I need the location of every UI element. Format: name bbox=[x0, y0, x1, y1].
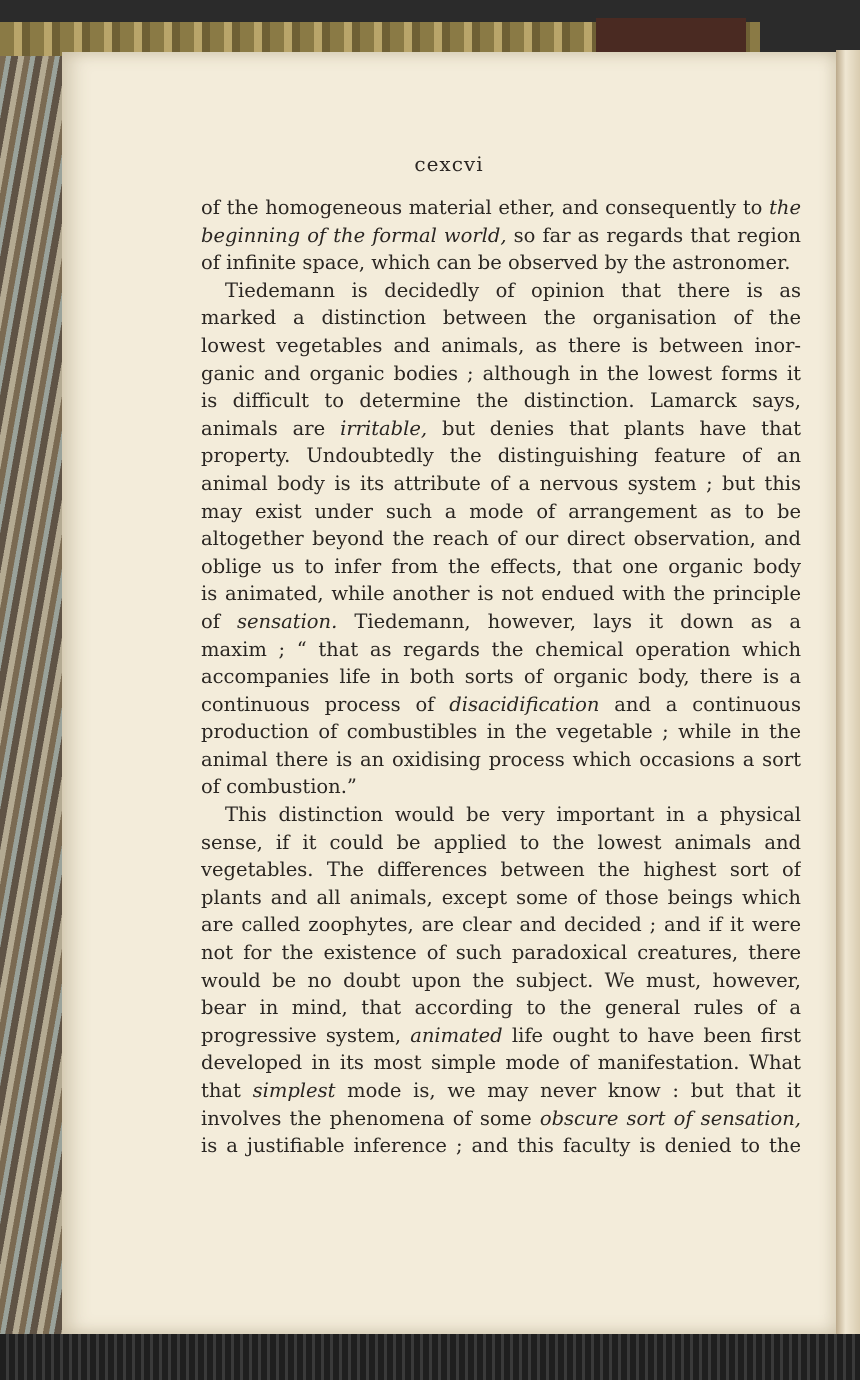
text-segment: so far as regards that region bbox=[506, 223, 801, 247]
text-segment: Tiedemann, however, lays it down as a bbox=[337, 609, 801, 633]
text-line bbox=[201, 856, 801, 884]
text-segment: altogether beyond the reach of our direct observation, and bbox=[201, 527, 801, 551]
text-line bbox=[201, 746, 801, 774]
text-segment: plants and all animals, except some of those beings which bbox=[201, 885, 801, 909]
text-segment: oblige us to infer from the effects, that one organic body bbox=[201, 554, 801, 578]
text-segment: This distinction would be very important in a physical bbox=[225, 803, 801, 827]
text-line bbox=[201, 222, 801, 250]
text-segment: of infinite space, which can be observed by the astronomer. bbox=[201, 251, 791, 275]
text-segment: progressive system, bbox=[201, 1023, 411, 1047]
text-segment: animal body is its attribute of a nervous system ; but this bbox=[201, 471, 801, 495]
italic-text: irritable, bbox=[340, 416, 428, 440]
book-bottom-edge bbox=[0, 1334, 860, 1380]
text-line bbox=[201, 360, 801, 388]
text-segment: marked a distinction between the organisation of the bbox=[201, 306, 801, 330]
text-line bbox=[201, 939, 801, 967]
text-line bbox=[201, 277, 801, 305]
text-segment: that bbox=[201, 1079, 253, 1102]
text-segment: not for the existence of such paradoxical creatures, there bbox=[201, 941, 801, 965]
text-line bbox=[201, 304, 801, 332]
text-line bbox=[201, 801, 801, 829]
text-segment: may exist under such a mode of arrangement as to be bbox=[201, 499, 801, 523]
text-line bbox=[201, 829, 801, 857]
text-line bbox=[201, 1077, 801, 1105]
text-line bbox=[201, 194, 801, 222]
text-segment: accompanies life in both sorts of organic body, there is a bbox=[201, 665, 801, 689]
text-line bbox=[201, 525, 801, 553]
italic-text: sensation. bbox=[237, 609, 338, 633]
italic-text: simplest bbox=[252, 1079, 336, 1102]
text-line bbox=[201, 415, 801, 443]
book-page bbox=[62, 52, 836, 1334]
italic-text: beginning of the formal world, bbox=[201, 223, 507, 247]
text-segment: continuous process of bbox=[201, 692, 450, 716]
text-segment: maxim ; “ that as regards the chemical operation which bbox=[201, 637, 801, 661]
italic-text: obscure sort of sensation, bbox=[539, 1106, 801, 1130]
text-line bbox=[201, 553, 801, 581]
text-segment: animals are bbox=[201, 416, 341, 440]
text-segment: involves the phenomena of some bbox=[201, 1106, 540, 1130]
text-segment: property. Undoubtedly the distinguishing feature of an bbox=[201, 444, 801, 468]
text-line bbox=[201, 967, 801, 995]
text-segment: is animated, while another is not endued with the principle bbox=[201, 582, 801, 606]
text-segment: are called zoophytes, are clear and decided ; and if it were bbox=[201, 913, 801, 937]
text-segment: animal there is an oxidising process which occasions a sort bbox=[201, 747, 801, 771]
text-line bbox=[201, 249, 801, 277]
text-segment: life ought to have been first bbox=[502, 1023, 801, 1047]
italic-text: animated bbox=[410, 1023, 503, 1047]
text-line bbox=[201, 332, 801, 360]
text-line bbox=[201, 911, 801, 939]
text-line bbox=[201, 663, 801, 691]
text-line bbox=[201, 884, 801, 912]
body-text bbox=[201, 194, 801, 1160]
text-segment: of the homogeneous material ether, and consequently to bbox=[201, 196, 770, 219]
text-line bbox=[201, 498, 801, 526]
page-number: cexcvi bbox=[414, 152, 484, 176]
text-line bbox=[201, 470, 801, 498]
text-line bbox=[201, 691, 801, 719]
marbled-page-edge bbox=[0, 56, 62, 1336]
text-segment: bear in mind, that according to the general rules of a bbox=[201, 996, 801, 1020]
text-line bbox=[201, 1049, 801, 1077]
text-segment: would be no doubt upon the subject. We must, however, bbox=[201, 968, 801, 992]
text-line bbox=[201, 994, 801, 1022]
text-segment: developed in its most simple mode of manifestation. What bbox=[201, 1051, 801, 1075]
text-segment: Tiedemann is decidedly of opinion that there is as bbox=[225, 278, 801, 302]
text-line bbox=[201, 1105, 801, 1133]
text-segment: and a continuous bbox=[599, 692, 801, 716]
text-segment: ganic and organic bodies ; although in the lowest forms it bbox=[201, 361, 801, 385]
text-line bbox=[201, 718, 801, 746]
text-segment: of combustion.” bbox=[201, 775, 357, 799]
text-line bbox=[201, 1022, 801, 1050]
text-segment: of bbox=[201, 609, 237, 633]
text-line bbox=[201, 387, 801, 415]
italic-text: disacidification bbox=[449, 692, 600, 716]
text-segment: production of combustibles in the vegetable ; while in the bbox=[201, 720, 801, 744]
text-segment: vegetables. The differences between the highest sort of bbox=[201, 858, 801, 882]
page-stack-edge bbox=[836, 50, 860, 1340]
text-line bbox=[201, 442, 801, 470]
text-line bbox=[201, 580, 801, 608]
text-segment: is a justifiable inference ; and this faculty is denied to the bbox=[201, 1134, 801, 1158]
text-line bbox=[201, 636, 801, 664]
italic-text: the bbox=[769, 196, 801, 219]
text-segment: mode is, we may never know : but that it bbox=[335, 1079, 801, 1102]
text-line bbox=[201, 773, 801, 801]
text-line bbox=[201, 608, 801, 636]
text-segment: but denies that plants have that bbox=[427, 416, 801, 440]
text-segment: sense, if it could be applied to the lowest animals and bbox=[201, 830, 801, 854]
text-line bbox=[201, 1132, 801, 1160]
text-segment: lowest vegetables and animals, as there is between inor- bbox=[201, 333, 801, 357]
text-segment: is difficult to determine the distinction. Lamarck says, bbox=[201, 389, 801, 413]
book-strap bbox=[596, 18, 746, 54]
